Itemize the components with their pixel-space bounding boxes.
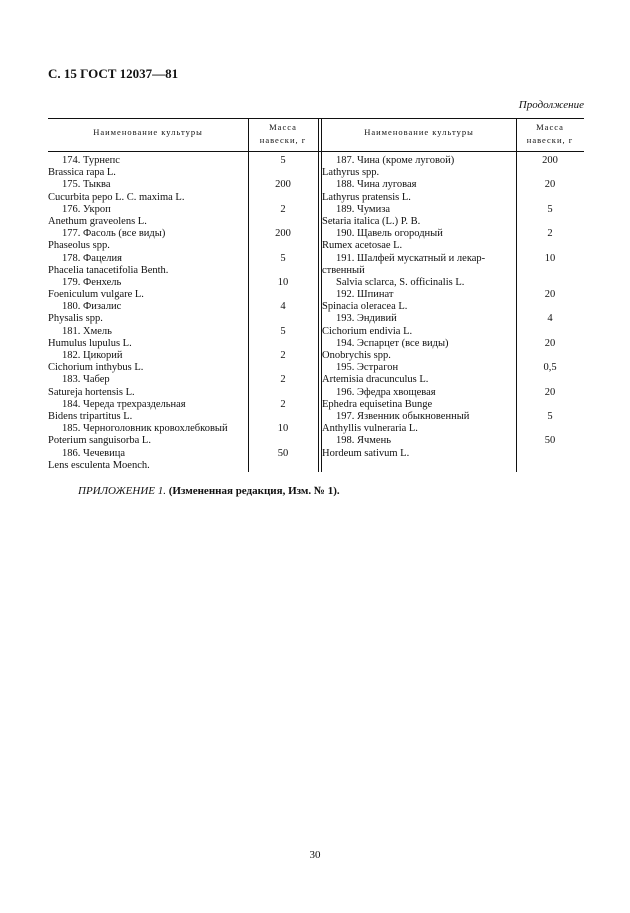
culture-name: 191. Шалфей мускатный и лекар- <box>336 252 486 264</box>
latin-name: Anthyllis vulneraria L. <box>322 423 418 435</box>
latin-name: Setaria italica (L.) P. B. <box>322 215 421 227</box>
culture-name: 194. Эспарцет (все виды) <box>336 337 449 349</box>
latin-name: Rumex acetosae L. <box>322 240 403 252</box>
culture-name: 177. Фасоль (все виды) <box>62 228 166 240</box>
mass-value: 2 <box>280 350 286 361</box>
culture-name: 193. Эндивий <box>336 313 397 325</box>
latin-name: Artemisia dracunculus L. <box>322 374 429 386</box>
mass-value: 5 <box>280 155 286 166</box>
latin-name: Anethum graveolens L. <box>48 215 147 227</box>
mass-value: 2 <box>280 203 286 215</box>
latin-name: Bidens tripartitus L. <box>48 410 133 422</box>
right-names-column <box>322 155 516 460</box>
document-header: С. 15 ГОСТ 12037—81 <box>48 66 179 81</box>
mass-value: 2 <box>547 228 553 240</box>
culture-name: 186. Чечевица <box>62 447 126 459</box>
mass-value: 0,5 <box>543 362 557 374</box>
mass-value: 4 <box>280 301 286 313</box>
mass-value: 20 <box>544 386 556 398</box>
mass-value: 10 <box>277 423 289 435</box>
latin-name: Brassica rapa L. <box>48 167 116 179</box>
latin-name: Phacelia tanacetifolia Benth. <box>48 264 169 276</box>
culture-name: 196. Эфедра хвощевая <box>336 386 436 398</box>
culture-name: 187. Чина (кроме луговой) <box>336 155 455 166</box>
latin-name: Lens esculenta Moench. <box>48 459 150 471</box>
latin-name: Hordeum sativum L. <box>322 447 410 459</box>
culture-name: 181. Хмель <box>62 325 112 337</box>
culture-name: 183. Чабер <box>62 374 110 386</box>
left-names-column <box>48 155 248 472</box>
culture-name: 176. Укроп <box>62 203 111 215</box>
culture-name: 185. Черноголовник кровохлебковый <box>62 423 228 435</box>
culture-name: 188. Чина луговая <box>336 179 417 191</box>
culture-name: 198. Ячмень <box>336 435 391 447</box>
mass-value: 200 <box>275 228 291 240</box>
mass-value: 10 <box>277 276 289 288</box>
appendix-note: ПРИЛОЖЕНИЕ 1. (Измененная редакция, Изм. № 1). <box>78 485 340 497</box>
latin-name: Cichorium inthybus L. <box>48 362 144 374</box>
culture-name: 178. Фацелия <box>62 252 122 264</box>
mass-value: 5 <box>547 410 553 422</box>
latin-name: Poterium sanguisorba L. <box>48 435 151 447</box>
culture-name: 184. Череда трехраздельная <box>62 398 186 410</box>
latin-name: Satureja hortensis L. <box>48 386 135 398</box>
latin-name: Onobrychis spp. <box>322 350 391 361</box>
mass-value: 200 <box>542 155 558 166</box>
latin-name: Salvia sclarca, S. officinalis L. <box>336 276 465 288</box>
culture-name: 180. Физалис <box>62 301 122 313</box>
mass-value: 4 <box>547 313 553 325</box>
culture-name: 182. Цикорий <box>62 350 123 361</box>
latin-name: Lathyrus spp. <box>322 167 380 179</box>
culture-mass-table <box>48 118 584 472</box>
latin-name: Lathyrus pratensis L. <box>322 191 411 203</box>
page-number: 30 <box>309 849 321 861</box>
mass-value: 50 <box>544 435 556 447</box>
mass-value: 2 <box>280 374 286 386</box>
latin-name: Humulus lupulus L. <box>48 337 132 349</box>
culture-name: 179. Фенхель <box>62 276 122 288</box>
right-mass-column <box>516 155 584 460</box>
latin-name: Spinacia oleracea L. <box>322 301 408 313</box>
culture-name: 192. Шпинат <box>336 289 394 301</box>
mass-value: 10 <box>544 252 556 264</box>
latin-name: Foeniculum vulgare L. <box>48 289 144 301</box>
latin-name: Cucurbita pepo L. C. maxima L. <box>48 191 185 203</box>
mass-value: 20 <box>544 179 556 191</box>
mass-value: 50 <box>277 447 289 459</box>
culture-name: 195. Эстрагон <box>336 362 399 374</box>
mass-value: 5 <box>280 252 286 264</box>
culture-name-cont: ственный <box>322 264 365 276</box>
mass-value: 2 <box>280 398 286 410</box>
latin-name: Cichorium endivia L. <box>322 325 413 337</box>
culture-name: 189. Чумиза <box>336 203 391 215</box>
header-name-left: Наименование культуры <box>93 127 203 137</box>
latin-name: Ephedra equisetina Bunge <box>322 398 433 410</box>
left-mass-column <box>248 155 318 472</box>
mass-value: 20 <box>544 337 556 349</box>
culture-name: 197. Язвенник обыкновенный <box>336 410 470 422</box>
culture-name: 190. Щавель огородный <box>336 228 443 240</box>
mass-value: 200 <box>275 179 291 191</box>
mass-value: 20 <box>544 289 556 301</box>
continuation-label: Продолжение <box>518 99 584 111</box>
header-mass-left: Масса навески, г <box>259 122 307 145</box>
header-mass-right: Масса навески, г <box>526 122 574 145</box>
culture-name: 175. Тыква <box>62 179 111 191</box>
latin-name: Phaseolus spp. <box>48 240 110 252</box>
culture-name: 174. Турнепс <box>62 155 120 166</box>
header-name-right: Наименование культуры <box>364 127 474 137</box>
latin-name: Physalis spp. <box>48 313 103 325</box>
mass-value: 5 <box>547 203 553 215</box>
mass-value: 5 <box>280 325 286 337</box>
